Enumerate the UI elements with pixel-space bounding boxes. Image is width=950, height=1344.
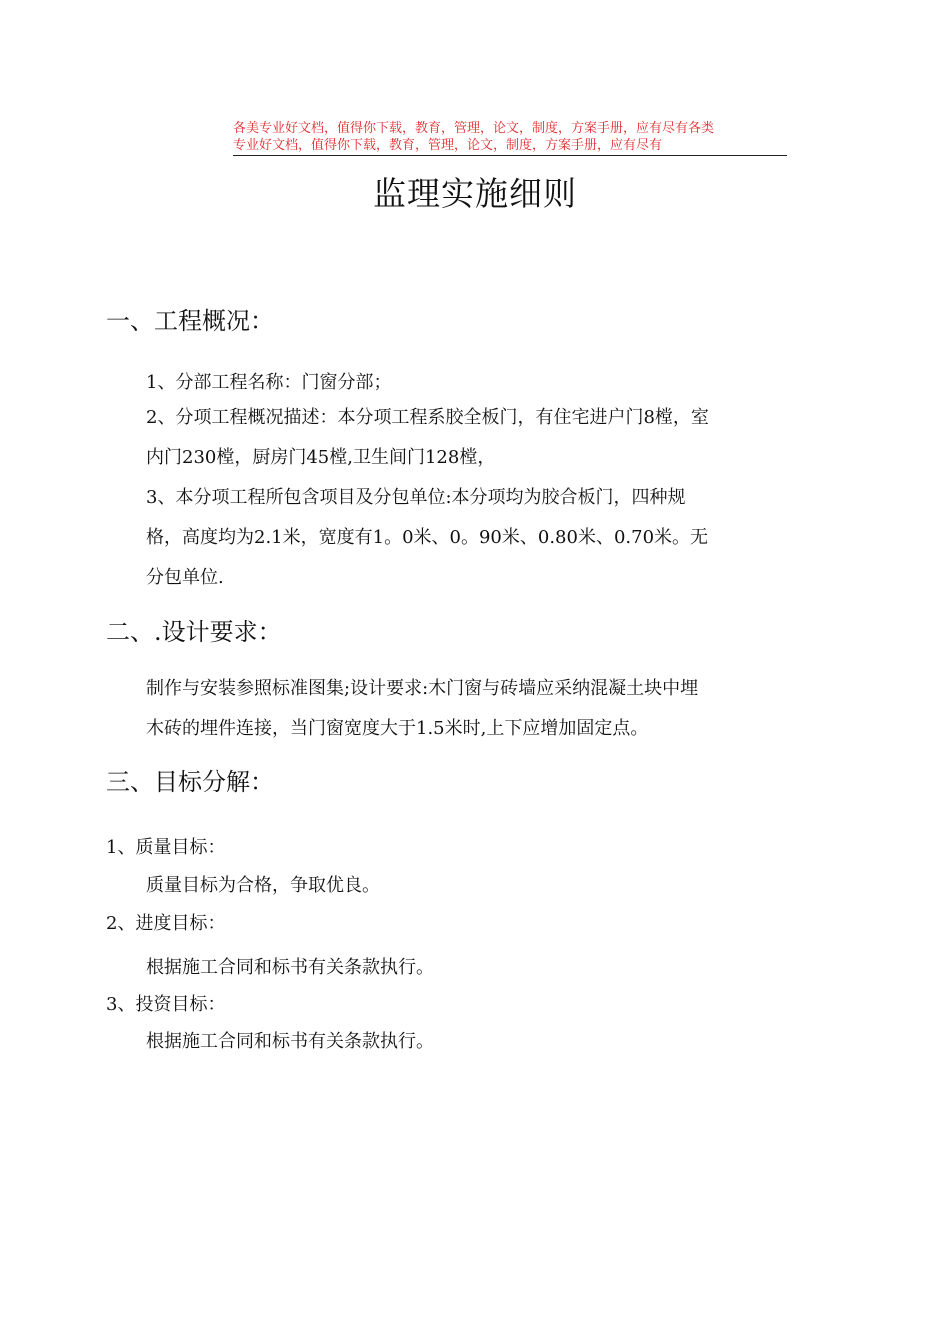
investment-target-text: 根据施工合同和标书有关条款执行。: [146, 1031, 434, 1052]
header-watermark-note: [233, 120, 787, 156]
section-1-item-1: 1、分部工程名称：门窗分部；: [146, 372, 392, 393]
schedule-target-text: 根据施工合同和标书有关条款执行。: [146, 957, 434, 978]
section-1-item-3-line-2: 格，高度均为2.1米，宽度有1。0米、0。90米、0.80米、0.70米。无: [146, 527, 709, 548]
schedule-target-label: 2、进度目标：: [106, 913, 226, 934]
section-1-item-2: [146, 398, 786, 478]
section-1-item-3: [146, 478, 786, 598]
section-2-heading: 二、.设计要求：: [106, 618, 282, 646]
section-2-body-line-1: 制作与安装参照标准图集;设计要求:木门窗与砖墙应采纳混凝土块中埋: [146, 678, 699, 699]
section-1-heading: 一、工程概况：: [106, 307, 274, 335]
quality-target-label: 1、质量目标：: [106, 837, 226, 858]
section-2-body: [146, 669, 786, 749]
section-3-heading: 三、目标分解：: [106, 768, 274, 796]
investment-target-label: 3、投资目标：: [106, 994, 226, 1015]
section-1-item-3-line-1: 3、本分项工程所包含项目及分包单位:本分项均为胶合板门，四种规: [146, 487, 686, 508]
header-note-line-1: 各美专业好文档，值得你下载，教育，管理，论文，制度，方案手册，应有尽有各类: [233, 121, 715, 136]
header-note-line-2: 专业好文档，值得你下载，教育，管理，论文，制度，方案手册，应有尽有: [233, 138, 663, 153]
section-1-item-2-line-1: 2、分项工程概况描述：本分项工程系胶全板门，有住宅进户门8樘，室: [146, 407, 709, 428]
section-2-body-line-2: 木砖的埋件连接，当门窗宽度大于1.5米时,上下应增加固定点。: [146, 718, 649, 739]
section-1-item-2-line-2: 内门230樘，厨房门45樘,卫生间门128樘，: [146, 447, 496, 468]
document-title: 监理实施细则: [373, 174, 577, 213]
quality-target-text: 质量目标为合格，争取优良。: [146, 875, 380, 896]
section-1-item-3-line-3: 分包单位.: [146, 567, 224, 588]
